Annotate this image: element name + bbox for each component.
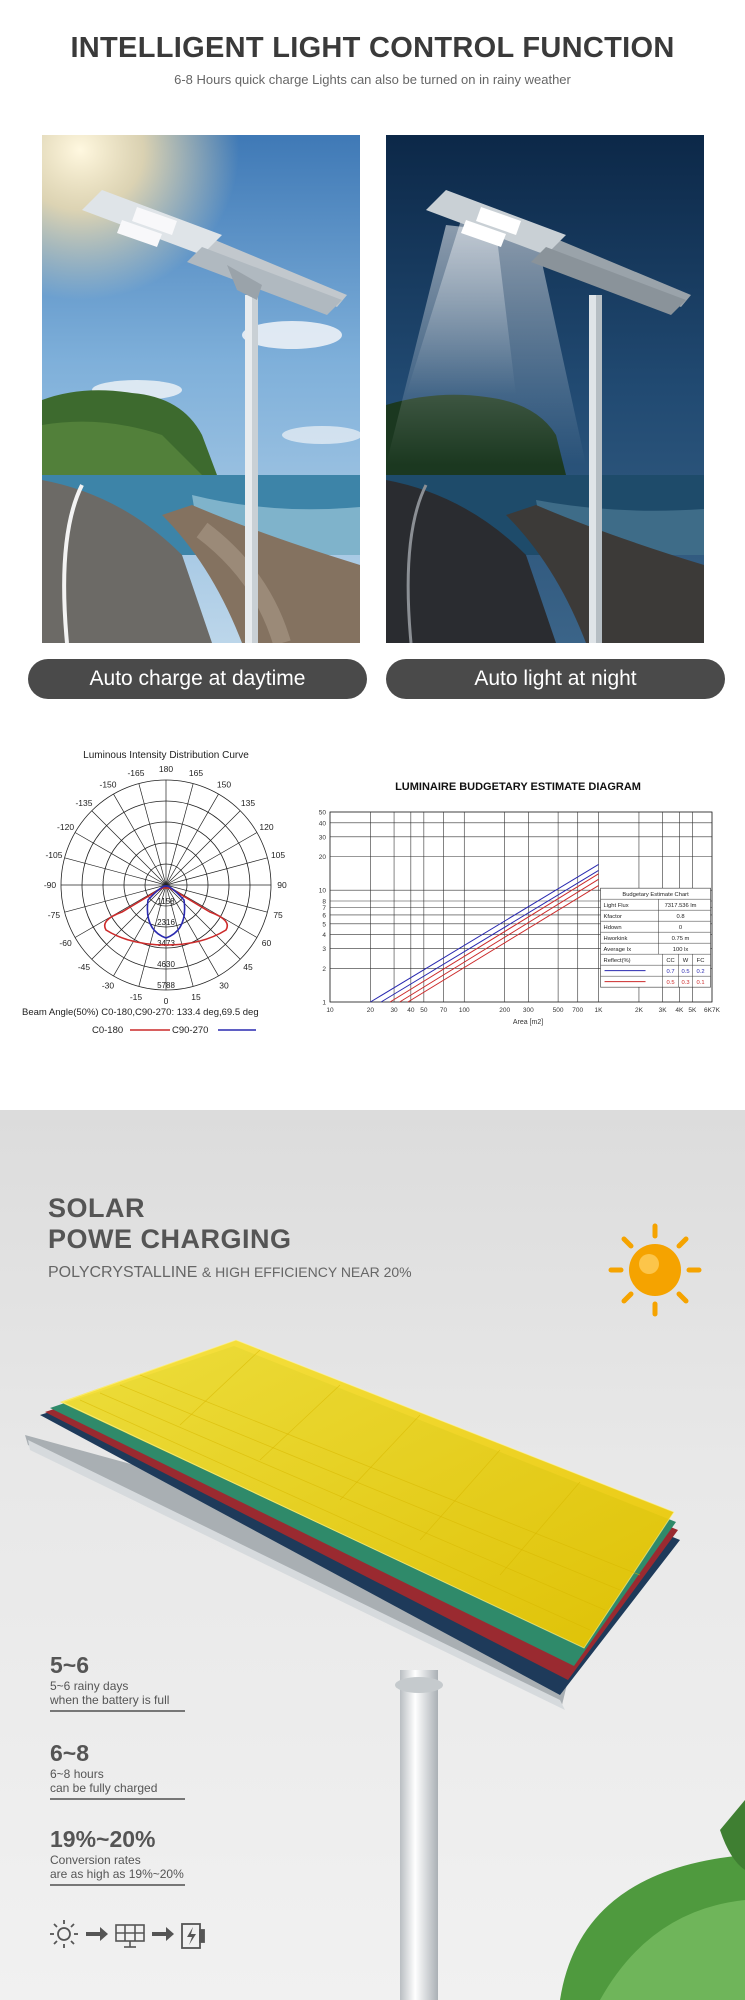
polar-angle-label: -105 — [45, 849, 63, 860]
polar-angle-label: 45 — [243, 962, 253, 973]
stat-line: Conversion rates — [50, 1853, 141, 1867]
y-tick-label: 8 — [322, 898, 326, 906]
polar-radial-label: 1158 — [157, 897, 175, 906]
polar-spoke — [75, 833, 166, 886]
table-value: 0 — [678, 925, 683, 932]
polar-angle-label: -135 — [75, 797, 93, 808]
stat-rainy-days — [50, 1652, 185, 1712]
polar-radial-label: 4630 — [157, 960, 175, 969]
page-title: INTELLIGENT LIGHT CONTROL FUNCTION — [70, 32, 675, 64]
legend-c0-180: C0-180 — [92, 1025, 124, 1036]
x-tick-label: 5K — [688, 1007, 697, 1014]
daytime-photo — [42, 135, 360, 643]
y-tick-label: 30 — [318, 834, 326, 842]
table-header-cell: W — [682, 958, 689, 965]
y-tick-label: 5 — [322, 921, 326, 929]
y-tick-label: 1 — [322, 999, 326, 1007]
stat-value: 5~6 — [50, 1652, 90, 1678]
polar-spoke — [139, 784, 166, 885]
auto-light-label: Auto light at night — [386, 659, 725, 699]
polar-angle-label: 180 — [158, 764, 174, 774]
y-tick-label: 3 — [322, 946, 326, 954]
polar-spoke — [92, 811, 166, 885]
polar-angle-label: 150 — [216, 779, 232, 790]
beam-angle-text: Beam Angle(50%) C0-180,C90-270: 133.4 deg,69.5 deg — [22, 1007, 259, 1018]
x-tick-label: 40 — [407, 1007, 415, 1014]
table-cell: 0.7 — [666, 969, 675, 976]
polar-radial-label: 2316 — [157, 918, 175, 927]
legend-c90-270: C90-270 — [172, 1025, 209, 1036]
table-value: 0.8 — [676, 914, 685, 921]
stat-line: when the battery is full — [50, 1693, 170, 1707]
polar-angle-label: -120 — [57, 822, 75, 832]
budget-xlabel: Area [m2] — [512, 1019, 544, 1026]
battery-charge-icon — [182, 1924, 204, 1948]
table-cell: 0.3 — [681, 980, 690, 987]
polar-spoke — [114, 794, 167, 885]
efficiency-text: & HIGH EFFICIENCY NEAR 20% — [201, 1264, 412, 1280]
polar-chart-title: Luminous Intensity Distribution Curve — [83, 750, 249, 761]
auto-charge-label: Auto charge at daytime — [28, 659, 367, 699]
budget-chart-title: LUMINAIRE BUDGETARY ESTIMATE DIAGRAM — [395, 781, 641, 793]
table-value: 0.75 m — [671, 936, 690, 943]
polar-spoke — [166, 784, 193, 885]
solar-charging-section — [0, 1110, 745, 2000]
energy-flow-icons — [50, 1916, 220, 1957]
stat-charge-hours — [50, 1740, 185, 1800]
table-value: 100 lx — [672, 947, 689, 954]
polar-angle-label: -90 — [43, 880, 57, 890]
stat-line: can be fully charged — [50, 1781, 158, 1795]
y-tick-label: 6 — [322, 912, 326, 920]
divider — [50, 1798, 185, 1800]
y-tick-label: 4 — [322, 932, 326, 940]
luminous-intensity-chart — [20, 740, 315, 1040]
table-key: Hworkink — [603, 936, 628, 943]
table-key: Kfactor — [603, 914, 622, 921]
polar-angle-label: 75 — [273, 910, 283, 921]
x-tick-label: 1K — [594, 1007, 603, 1014]
x-tick-label: 200 — [499, 1007, 511, 1014]
polar-spoke — [166, 811, 240, 885]
stat-line: are as high as 19%~20% — [50, 1867, 184, 1881]
x-tick-label: 3K — [658, 1007, 667, 1014]
stat-conversion-rate — [50, 1826, 185, 1886]
polar-angle-label: -15 — [129, 992, 143, 1003]
polar-spoke — [65, 858, 166, 885]
y-tick-label: 50 — [318, 809, 326, 817]
divider — [50, 1710, 185, 1712]
polar-angle-label: -165 — [127, 767, 145, 778]
x-tick-label: 100 — [458, 1007, 470, 1014]
table-key: Light Flux — [603, 903, 629, 910]
x-tick-label: 10 — [326, 1007, 334, 1014]
page-subtitle: 6-8 Hours quick charge Lights can also be turned on in rainy weather — [174, 72, 571, 87]
x-tick-label: 50 — [420, 1007, 428, 1014]
y-tick-label: 40 — [318, 820, 326, 828]
stat-value: 19%~20% — [50, 1826, 156, 1852]
arrow-right-icon — [86, 1927, 108, 1941]
budget-estimate-table — [601, 888, 711, 987]
sun-icon — [605, 1220, 705, 1325]
table-header-cell: CC — [666, 958, 675, 965]
polar-spoke — [65, 885, 166, 912]
table-key: Average Ix — [603, 947, 632, 954]
polar-angle-label: -75 — [47, 910, 61, 921]
x-tick-label: 70 — [439, 1007, 448, 1014]
polar-angle-label: 0 — [163, 996, 169, 1006]
polar-spoke — [166, 858, 267, 885]
solar-panel-icon — [116, 1925, 144, 1947]
power-charging-heading: POWE CHARGING — [48, 1224, 292, 1254]
y-tick-label: 7 — [322, 904, 326, 912]
polar-angle-label: 15 — [191, 992, 201, 1003]
polar-spoke — [166, 794, 219, 885]
table-title: Budgetary Estimate Chart — [622, 892, 689, 899]
table-key: Hdown — [603, 925, 622, 932]
polar-angle-label: 120 — [259, 822, 274, 832]
x-tick-label: 2K — [634, 1007, 643, 1014]
polar-spoke — [166, 885, 267, 912]
solar-subheading — [48, 1264, 412, 1282]
table-cell: 0.5 — [666, 980, 675, 987]
polar-spoke — [166, 833, 257, 886]
polycrystalline-text: POLYCRYSTALLINE — [48, 1264, 198, 1281]
polar-angle-label: 30 — [219, 980, 229, 991]
arrow-right-icon — [152, 1927, 174, 1941]
polar-radial-label: 3473 — [157, 939, 175, 948]
stat-value: 6~8 — [50, 1740, 90, 1766]
y-tick-label: 20 — [318, 854, 326, 862]
luminaire-budget-chart — [308, 772, 720, 1034]
x-tick-label: 700 — [572, 1007, 584, 1014]
x-tick-label: 6K7K — [704, 1007, 720, 1014]
x-tick-label: 500 — [552, 1007, 564, 1014]
polar-angle-label: -30 — [101, 980, 115, 991]
x-tick-label: 4K — [675, 1007, 684, 1014]
polar-angle-label: -60 — [59, 938, 72, 948]
x-tick-label: 30 — [390, 1007, 398, 1014]
stat-line: 6~8 hours — [50, 1767, 104, 1781]
polar-spoke — [166, 885, 240, 959]
polar-spoke — [92, 885, 166, 959]
nighttime-photo — [386, 135, 704, 643]
table-cell: 0.1 — [696, 980, 705, 987]
divider — [50, 1884, 185, 1886]
polar-angle-label: 90 — [277, 880, 287, 890]
table-cell: 0.2 — [696, 969, 705, 976]
stat-line: 5~6 rainy days — [50, 1679, 129, 1693]
polar-angle-label: 165 — [188, 767, 204, 778]
polar-angle-label: 135 — [240, 797, 256, 808]
polar-grid — [61, 780, 274, 990]
y-tick-label: 10 — [318, 887, 326, 895]
solar-heading: SOLAR — [48, 1193, 145, 1223]
polar-angle-label: 105 — [270, 849, 286, 860]
polar-radial-label: 5788 — [157, 981, 175, 990]
x-tick-label: 300 — [522, 1007, 534, 1014]
table-header-cell: Reflect(%) — [603, 958, 631, 965]
table-header-cell: FC — [696, 958, 705, 965]
x-tick-label: 20 — [366, 1007, 375, 1014]
polar-angle-label: -45 — [77, 962, 91, 973]
polar-angle-label: -150 — [99, 779, 117, 790]
table-cell: 0.5 — [681, 969, 690, 976]
polar-angle-label: 60 — [261, 938, 272, 948]
table-value: 7317.536 lm — [664, 903, 697, 910]
sun-icon — [50, 1920, 78, 1948]
y-tick-label: 2 — [322, 965, 326, 973]
